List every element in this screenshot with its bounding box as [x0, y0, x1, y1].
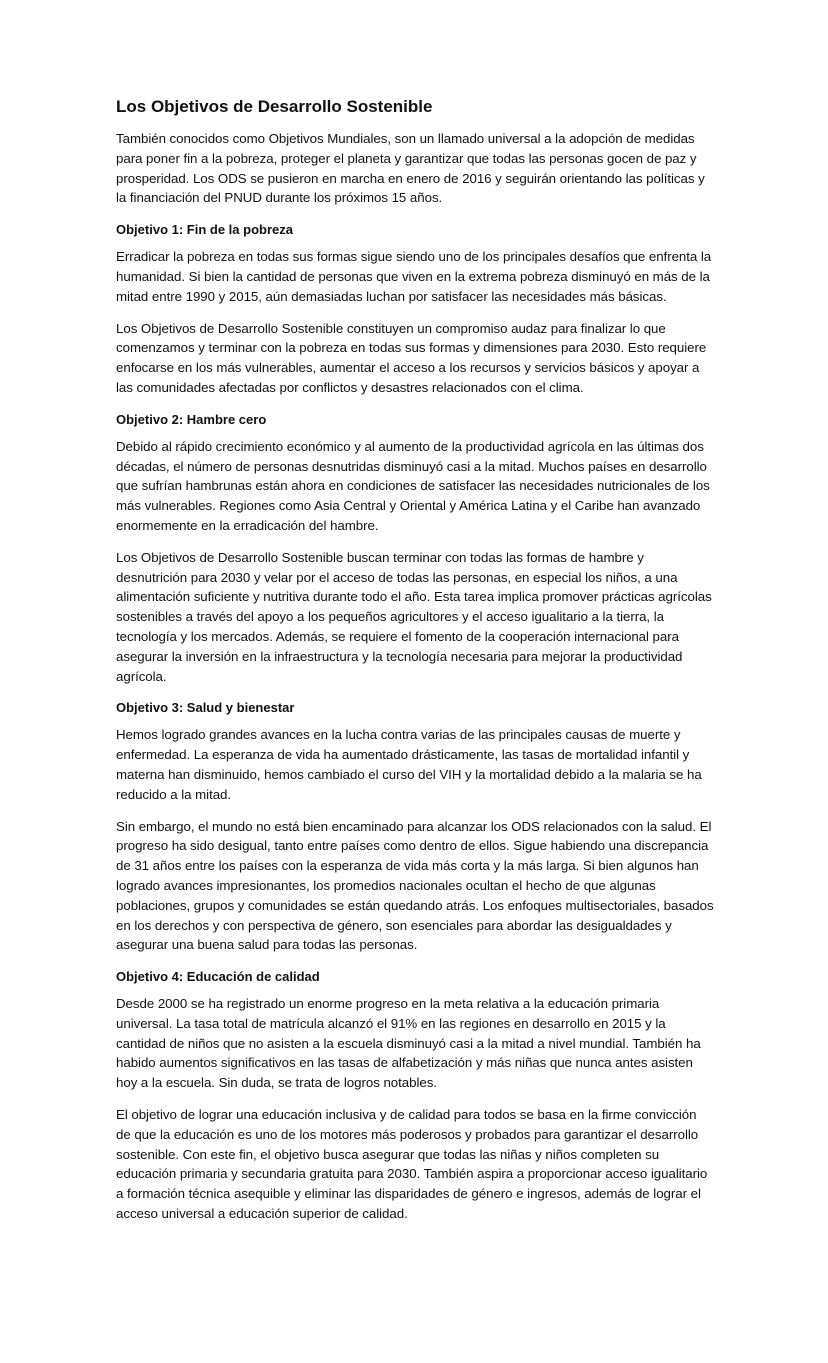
section-objetivo-4 — [116, 967, 714, 1224]
intro-paragraph: También conocidos como Objetivos Mundiales, son un llamado universal a la adopción de medidas para poner fin a la pobreza, proteger el planeta y garantizar que todas las personas gocen de paz y prosperidad. Los ODS se pusieron en marcha en enero de 2016 y seguirán orientando las políticas y la financiación del PNUD durante los próximos 15 años. — [116, 131, 705, 206]
section-paragraph: Erradicar la pobreza en todas sus formas sigue siendo uno de los principales desafíos que enfrenta la humanidad. Si bien la cantidad de personas que viven en la extrema pobreza disminuyó en más de la mitad entre 1990 y 2015, aún demasiadas luchan por satisfacer las necesidades más básicas. — [116, 249, 712, 304]
section-paragraph: Sin embargo, el mundo no está bien encaminado para alcanzar los ODS relacionados con la salud. El progreso ha sido desigual, tanto entre países como dentro de ellos. Sigue habiendo una discrepancia de 31 años entre los países con la esperanza de vida más corta y la más larga. Si bien algunos han logrado avances impresionantes, los promedios nacionales ocultan el hecho de que algunas poblaciones, grupos y comunidades se están quedando atrás. Los enfoques multisectoriales, basados en los derechos y con perspectiva de género, son esenciales para abordar las desigualdades y asegurar una buena salud para todas las personas. — [116, 818, 714, 953]
section-heading: Objetivo 4: Educación de calidad — [116, 969, 320, 985]
section-paragraph: Los Objetivos de Desarrollo Sostenible buscan terminar con todas las formas de hambre y desnutrición para 2030 y velar por el acceso de todas las personas, en especial los niños, a una alimentación suficiente y nutritiva durante todo el año. Esta tarea implica promover prácticas agrícolas sostenibles a través del apoyo a los pequeños agricultores y el acceso igualitario a la tierra, la tecnología y los mercados. Además, se requiere el fomento de la cooperación internacional para asegurar la inversión en la infraestructura y la tecnología necesaria para mejorar la productividad agrícola. — [116, 549, 712, 684]
document-title: Los Objetivos de Desarrollo Sostenible — [116, 97, 433, 116]
document-page — [116, 96, 714, 1236]
section-paragraph: El objetivo de lograr una educación inclusiva y de calidad para todos se basa en la firme convicción de que la educación es uno de los motores más poderosos y probados para garantizar el desarrollo sostenible. Con este fin, el objetivo busca asegurar que todas las niñas y niños completen su educación primaria y secundaria gratuita para 2030. También aspira a proporcionar acceso igualitario a formación técnica asequible y eliminar las disparidades de género e ingresos, además de lograr el acceso universal a educación superior de calidad. — [116, 1107, 708, 1222]
section-heading: Objetivo 2: Hambre cero — [116, 411, 267, 427]
section-paragraph: Debido al rápido crecimiento económico y al aumento de la productividad agrícola en las últimas dos décadas, el número de personas desnutridas disminuyó casi a la mitad. Muchos países en desarrollo que sufrían hambrunas están ahora en condiciones de satisfacer las necesidades nutricionales de los más vulnerables. Regiones como Asia Central y Oriental y América Latina y el Caribe han avanzado enormemente en la erradicación del hambre. — [116, 438, 710, 533]
section-objetivo-1 — [116, 220, 714, 398]
section-objetivo-2 — [116, 410, 714, 687]
section-paragraph: Los Objetivos de Desarrollo Sostenible constituyen un compromiso audaz para finalizar lo que comenzamos y terminar con la pobreza en todas sus formas y dimensiones para 2030. Esto requiere enfocarse en los más vulnerables, aumentar el acceso a los recursos y servicios básicos y apoyar a las comunidades afectadas por conflictos y desastres relacionados con el clima. — [116, 320, 707, 395]
section-paragraph: Desde 2000 se ha registrado un enorme progreso en la meta relativa a la educación primaria universal. La tasa total de matrícula alcanzó el 91% en las regiones en desarrollo en 2015 y la cantidad de niños que no asisten a la escuela disminuyó casi a la mitad a nivel mundial. También ha habido aumentos significativos en las tasas de alfabetización y más niñas que nunca antes asisten hoy a la escuela. Sin duda, se trata de logros notables. — [116, 996, 701, 1091]
section-heading: Objetivo 1: Fin de la pobreza — [116, 222, 293, 238]
section-objetivo-3 — [116, 698, 714, 955]
section-paragraph: Hemos logrado grandes avances en la lucha contra varias de las principales causas de muerte y enfermedad. La esperanza de vida ha aumentado drásticamente, las tasas de mortalidad infantil y materna han disminuido, hemos cambiado el curso del VIH y la mortalidad debido a la malaria se ha reducido a la mitad. — [116, 727, 702, 802]
section-heading: Objetivo 3: Salud y bienestar — [116, 700, 295, 716]
